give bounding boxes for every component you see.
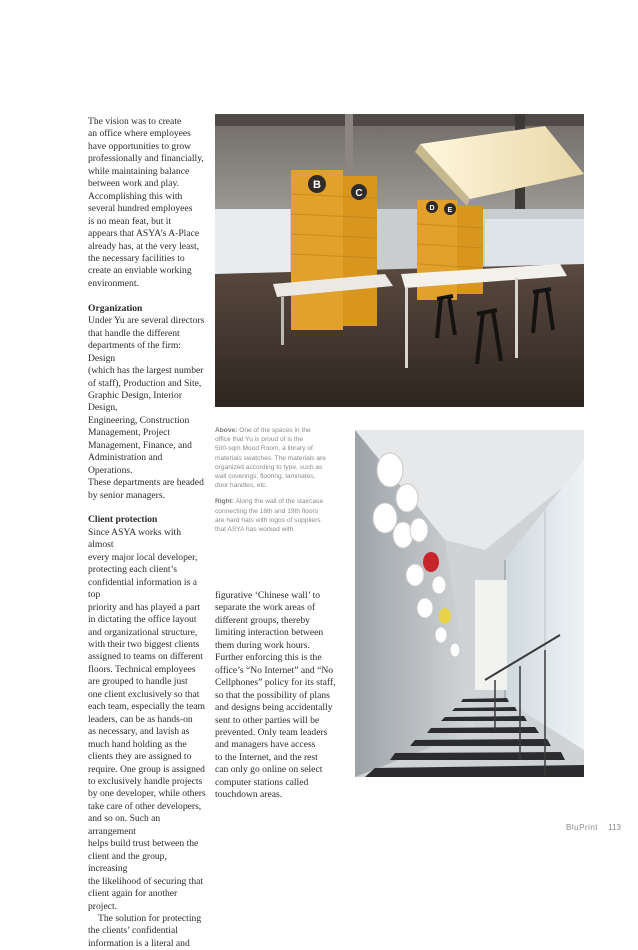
text-line: (which has the largest number	[88, 365, 204, 377]
text-line: information is a literal and	[88, 937, 190, 949]
caption-line: One of the spaces in the	[237, 427, 311, 434]
text-line: touchdown areas.	[215, 789, 283, 801]
text-line: The solution for protecting	[98, 912, 202, 924]
text-line: one client exclusively so that	[88, 688, 200, 700]
text-line: leaders, can be as hands-on	[88, 713, 193, 725]
text-line: Management, Project	[88, 427, 171, 439]
text-line: professionally and financially,	[88, 153, 204, 165]
caption-label: Above:	[215, 427, 238, 434]
text-line: Engineering, Construction	[88, 414, 190, 426]
text-line: by one developer, while others	[88, 788, 206, 800]
text-line: the likelihood of securing that	[88, 875, 204, 887]
text-line: while maintaining balance	[88, 165, 190, 177]
staircase-hard-hats-photo	[355, 430, 584, 777]
text-line: an office where employees	[88, 128, 191, 140]
middle-text-column	[215, 590, 357, 802]
text-line: every major local developer,	[88, 551, 198, 563]
client-protection-paragraph	[88, 527, 208, 950]
text-line: much hand holding as the	[88, 738, 187, 750]
text-line: have opportunities to grow	[88, 140, 192, 152]
text-line: in dictating the office layout	[88, 614, 197, 626]
text-line: The vision was to create	[88, 116, 182, 127]
text-line: them during work hours.	[215, 639, 310, 651]
text-line: are grouped to handle just	[88, 676, 188, 688]
text-line: to the Internet, and the rest	[215, 751, 318, 763]
photo-captions	[215, 426, 355, 541]
text-line: the clients’ confidential	[88, 925, 178, 937]
text-line: Accomplishing this with	[88, 190, 183, 202]
text-line: several hundred employees	[88, 203, 193, 215]
text-line: environment.	[88, 277, 139, 289]
text-line: Since ASYA works with almost	[88, 526, 182, 551]
text-line: take care of other developers,	[88, 800, 202, 812]
text-line: figurative ‘Chinese wall’ to	[215, 590, 321, 601]
text-line: create an enviable working	[88, 265, 192, 277]
section-heading-organization: Organization	[88, 302, 143, 314]
page-footer	[566, 823, 621, 832]
text-line: client again for another project.	[88, 888, 178, 912]
text-line: each team, especially the team	[88, 701, 205, 713]
panel-letter: B	[313, 179, 321, 191]
text-line: is no mean feat, but it	[88, 215, 172, 227]
text-line: floors. Technical employees	[88, 663, 196, 675]
text-line: separate the work areas of	[215, 602, 316, 614]
caption-line: wall coverings, flooring, laminates,	[215, 473, 316, 481]
text-line: These departments are headed	[88, 477, 204, 489]
caption-line: organized according to type, such as	[215, 463, 323, 471]
text-line: and designs being accidentally	[215, 702, 333, 714]
text-line: client and the group, increasing	[88, 850, 167, 875]
text-line: priority and has played a part	[88, 601, 201, 613]
text-line: sent to other parties will be	[215, 714, 320, 726]
text-line: Administration and Operations.	[88, 452, 163, 476]
organization-paragraph	[88, 315, 208, 502]
text-line: Cellphones” policy for its staff,	[215, 677, 336, 689]
caption-line: materials swatches. The materials are	[215, 454, 326, 462]
magazine-brand: BluPrint	[566, 823, 599, 832]
caption-line: 500-sqm Mood Room, a library of	[215, 445, 313, 453]
text-line: clients they are assigned to	[88, 751, 192, 763]
text-line: assigned to teams on different	[88, 651, 203, 663]
text-line: and managers have access	[215, 739, 316, 751]
text-line: by senior managers.	[88, 489, 165, 501]
caption-right	[215, 497, 355, 534]
panel-letter: E	[447, 207, 453, 214]
text-line: office’s “No Internet” and “No	[215, 664, 334, 676]
text-line: different groups, thereby	[215, 614, 310, 626]
text-line: as necessary, and lavish as	[88, 726, 190, 738]
panel-letter: D	[429, 205, 435, 212]
caption-line: office that Yu is proud of is the	[215, 436, 304, 444]
caption-line: Along the wall of the staircase	[234, 498, 324, 506]
text-line: protecting each client’s	[88, 564, 177, 576]
text-line: helps build trust between the	[88, 838, 199, 850]
text-line: that handle the different	[88, 327, 180, 339]
page-number: 113	[608, 823, 622, 832]
text-line: so that the possibility of plans	[215, 689, 330, 701]
caption-label: Right:	[215, 498, 235, 506]
text-line: prevented. Only team leaders	[215, 726, 328, 738]
panel-letter: C	[355, 188, 363, 199]
text-line: between work and play.	[88, 178, 180, 190]
text-line: with their two biggest clients	[88, 639, 200, 650]
text-line: Further enforcing this is the	[215, 652, 322, 664]
text-line: to exclusively handle projects	[88, 775, 203, 787]
text-line: departments of the firm: Design	[88, 340, 181, 364]
text-line: limiting interaction between	[215, 627, 324, 639]
caption-line: connecting the 18th and 19th floors	[215, 507, 319, 515]
caption-line: are hard hats with logos of suppliers	[215, 516, 321, 524]
text-line: Under Yu are several directors	[88, 315, 205, 327]
text-line: of staff), Production and Site,	[88, 377, 202, 389]
mood-room-photo	[215, 114, 584, 407]
text-line: can only go online on select	[215, 764, 323, 776]
section-heading-client-protection: Client protection	[88, 514, 158, 526]
text-line: appears that ASYA’s A-Place	[88, 228, 200, 240]
left-text-column	[88, 116, 208, 950]
text-line: and organizational structure,	[88, 626, 198, 638]
text-line: computer stations called	[215, 776, 309, 788]
caption-line: that ASYA has worked with.	[215, 526, 296, 534]
text-line: require. One group is assigned	[88, 763, 205, 775]
text-line: and so on. Such an arrangement	[88, 813, 161, 837]
text-line: already has, at the very least,	[88, 240, 200, 252]
intro-paragraph	[88, 116, 208, 290]
text-line: confidential information is a top	[88, 576, 197, 601]
text-line: Graphic Design, Interior Design,	[88, 389, 183, 414]
caption-line: door handles, etc.	[215, 482, 268, 490]
caption-above	[215, 426, 355, 490]
text-line: Management, Finance, and	[88, 439, 192, 451]
text-line: the necessary facilities to	[88, 252, 185, 264]
